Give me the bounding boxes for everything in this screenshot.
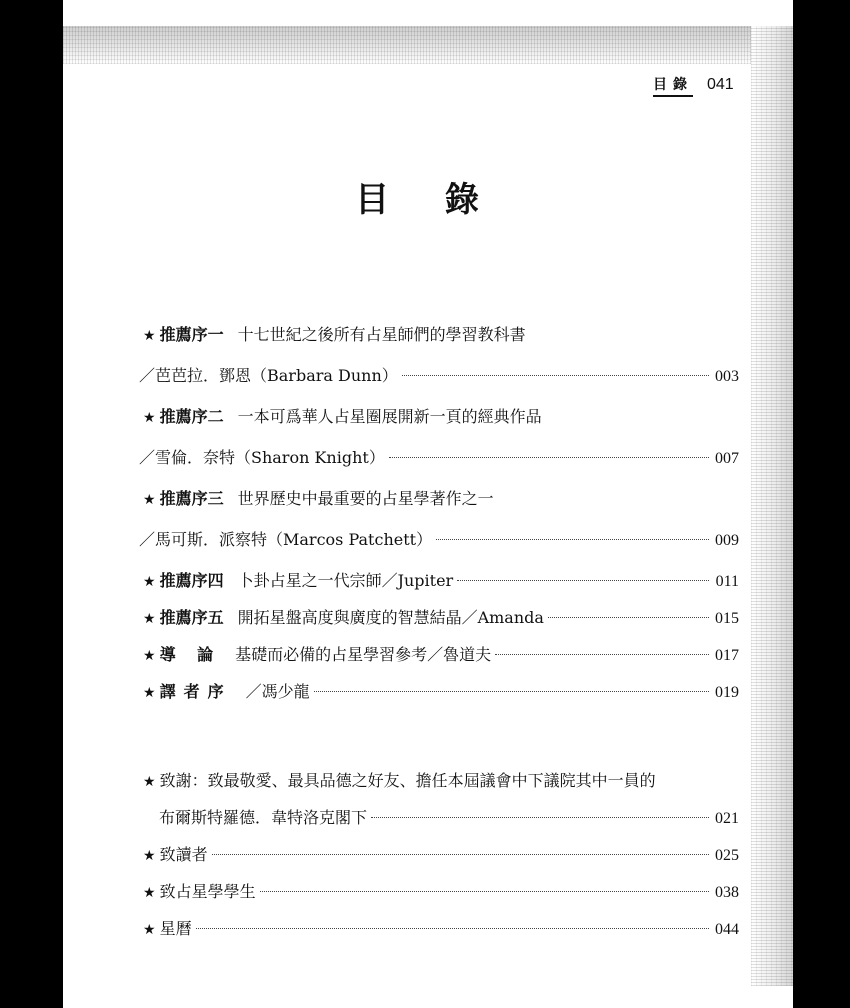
star-icon: ★ bbox=[143, 774, 156, 790]
toc-label: 推薦序五 bbox=[159, 608, 224, 627]
toc-label: 譯者序 bbox=[159, 682, 232, 701]
toc-entry[interactable] bbox=[139, 527, 739, 568]
star-icon: ★ bbox=[143, 574, 156, 590]
toc-text: 星曆 bbox=[159, 919, 192, 938]
toc-label: 導 論 bbox=[159, 645, 222, 664]
toc-entry[interactable] bbox=[139, 842, 739, 879]
toc-page-number: 011 bbox=[715, 573, 739, 590]
toc-entry[interactable] bbox=[139, 322, 739, 363]
toc-page-number: 015 bbox=[715, 610, 739, 627]
toc-entry[interactable] bbox=[139, 486, 739, 527]
section-gap bbox=[139, 716, 739, 768]
toc-entry[interactable] bbox=[139, 404, 739, 445]
table-of-contents bbox=[139, 322, 739, 953]
star-icon: ★ bbox=[143, 492, 156, 508]
leader-dots bbox=[314, 691, 709, 692]
toc-text: 開拓星盤高度與廣度的智慧結晶／Amanda bbox=[237, 608, 544, 627]
star-icon: ★ bbox=[143, 328, 156, 344]
leader-dots bbox=[212, 854, 709, 855]
toc-text: 十七世紀之後所有占星師們的學習教科書 bbox=[237, 325, 526, 344]
toc-page-number: 021 bbox=[715, 810, 739, 827]
toc-page-number: 038 bbox=[715, 884, 739, 901]
toc-entry[interactable] bbox=[139, 679, 739, 716]
toc-label: 推薦序一 bbox=[159, 325, 224, 344]
toc-label: 推薦序三 bbox=[159, 489, 224, 508]
star-icon: ★ bbox=[143, 848, 156, 864]
toc-entry[interactable] bbox=[139, 805, 739, 842]
leader-dots bbox=[371, 817, 709, 818]
leader-dots bbox=[260, 891, 709, 892]
header-label: 目錄 bbox=[653, 74, 693, 97]
book-page bbox=[63, 0, 793, 1008]
toc-page-number: 009 bbox=[715, 532, 739, 549]
toc-text: 卜卦占星之一代宗師／Jupiter bbox=[237, 571, 454, 590]
toc-page-number: 044 bbox=[715, 921, 739, 938]
toc-label: 推薦序四 bbox=[159, 571, 224, 590]
toc-label: 推薦序二 bbox=[159, 407, 224, 426]
toc-text: ／馮少龍 bbox=[245, 682, 310, 701]
leader-dots bbox=[389, 457, 709, 458]
toc-entry[interactable] bbox=[139, 605, 739, 642]
star-icon: ★ bbox=[143, 885, 156, 901]
scan-edge-top bbox=[63, 26, 793, 64]
toc-text: 致謝：致最敬愛、最具品德之好友、擔任本屆議會中下議院其中一員的 bbox=[159, 771, 656, 790]
toc-text: 布爾斯特羅德．韋特洛克閣下 bbox=[159, 808, 368, 827]
toc-entry[interactable] bbox=[139, 768, 739, 805]
star-icon: ★ bbox=[143, 685, 156, 701]
toc-entry[interactable] bbox=[139, 916, 739, 953]
toc-page-number: 025 bbox=[715, 847, 739, 864]
toc-entry[interactable] bbox=[139, 642, 739, 679]
toc-text: 致讀者 bbox=[159, 845, 208, 864]
leader-dots bbox=[495, 654, 709, 655]
scan-edge-right bbox=[751, 26, 793, 986]
toc-text: 致占星學學生 bbox=[159, 882, 256, 901]
toc-text: ／馬可斯．派察特（Marcos Patchett） bbox=[139, 530, 433, 549]
toc-page-number: 019 bbox=[715, 684, 739, 701]
star-icon: ★ bbox=[143, 410, 156, 426]
star-icon: ★ bbox=[143, 922, 156, 938]
toc-text: ／芭芭拉．鄧恩（Barbara Dunn） bbox=[139, 366, 398, 385]
leader-dots bbox=[436, 539, 709, 540]
toc-page-number: 007 bbox=[715, 450, 739, 467]
toc-entry[interactable] bbox=[139, 568, 739, 605]
toc-entry[interactable] bbox=[139, 445, 739, 486]
toc-page-number: 017 bbox=[715, 647, 739, 664]
toc-entry[interactable] bbox=[139, 363, 739, 404]
toc-text: 一本可爲華人占星圈展開新一頁的經典作品 bbox=[237, 407, 542, 426]
star-icon: ★ bbox=[143, 611, 156, 627]
toc-text: 世界歷史中最重要的占星學著作之一 bbox=[237, 489, 494, 508]
leader-dots bbox=[196, 928, 709, 929]
running-header bbox=[653, 74, 734, 98]
toc-entry[interactable] bbox=[139, 879, 739, 916]
leader-dots bbox=[402, 375, 709, 376]
toc-page-number: 003 bbox=[715, 368, 739, 385]
leader-dots bbox=[548, 617, 709, 618]
page-title: 目 錄 bbox=[355, 180, 501, 220]
toc-text: ／雪倫．奈特（Sharon Knight） bbox=[139, 448, 385, 467]
star-icon: ★ bbox=[143, 648, 156, 664]
header-page-number: 041 bbox=[707, 76, 734, 93]
leader-dots bbox=[457, 580, 709, 581]
toc-text: 基礎而必備的占星學習參考／魯道夫 bbox=[235, 645, 492, 664]
